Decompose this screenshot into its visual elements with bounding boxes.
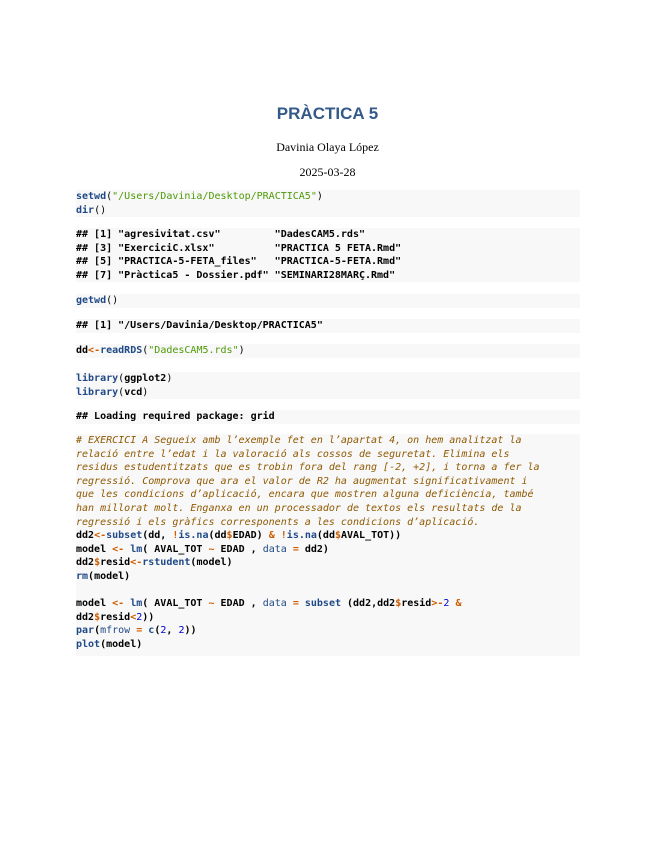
code-fn: library xyxy=(76,386,119,398)
code-line: dd2<-subset(dd, !is.na(dd$EDAD) & !is.na(dd$AVAL_TOT)) xyxy=(76,530,402,542)
page-title: PRÀCTICA 5 xyxy=(276,104,379,123)
output-line: ## [3] "ExerciciC.xlsx" "PRACTICA 5 FETA.Rmd" xyxy=(76,242,402,254)
code-block-getwd: getwd() xyxy=(76,294,580,308)
output-block-getwd xyxy=(76,319,580,333)
output-block-loading xyxy=(76,410,580,424)
code-line: dd2$resid<2)) xyxy=(76,611,155,623)
code-fn: setwd xyxy=(76,191,107,202)
output-block-dir xyxy=(76,228,580,282)
output-line: ## [1] "agresivitat.csv" "DadesCAM5.rds" xyxy=(76,229,365,240)
code-comment: residus estudentitzats que es trobin fora del rang [-2, +2], i torna a fer la xyxy=(76,462,540,474)
output-line: ## [5] "PRACTICA-5-FETA_files" "PRACTICA-5-FETA.Rmd" xyxy=(76,256,402,268)
code-arg: ggplot2 xyxy=(124,373,167,384)
output-line: ## [7] "Pràctica5 - Dossier.pdf" "SEMINARI28MARÇ.Rmd" xyxy=(76,269,396,281)
code-line: model <- lm( AVAL_TOT ~ EDAD , data = subset (dd2,dd2$resid>-2 & xyxy=(76,598,462,610)
code-line: dd2$resid<-rstudent(model) xyxy=(76,557,233,569)
code-comment: regressió i els gràfics corresponents a les condicions d’aplicació. xyxy=(76,516,480,528)
code-line: plot(model) xyxy=(76,638,143,650)
code-block-exercise xyxy=(76,434,580,656)
output-line: ## [1] "/Users/Davinia/Desktop/PRACTICA5" xyxy=(76,320,323,331)
code-block-setwd: setwd("/Users/Davinia/Desktop/PRACTICA5") dir() xyxy=(76,190,580,217)
code-comment: han millorat molt. Enganxa en un processador de textos els resultats de la xyxy=(76,502,522,514)
code-arg: vcd xyxy=(124,386,143,398)
code-line: par(mfrow = c(2, 2)) xyxy=(76,625,197,637)
code-fn: readRDS xyxy=(100,345,143,356)
code-line: rm(model) xyxy=(76,570,131,582)
code-comment: que les condicions d’aplicació, encara que mostren alguna deficiència, també xyxy=(76,489,534,501)
output-line: ## Loading required package: grid xyxy=(76,411,275,422)
code-comment: relació entre l’edat i la valoració als cossos de seguretat. Elimina els xyxy=(76,448,510,460)
code-fn: getwd xyxy=(76,295,107,306)
code-string: "/Users/Davinia/Desktop/PRACTICA5" xyxy=(112,191,317,202)
code-block-library: library(ggplot2) library(vcd) xyxy=(76,372,580,399)
code-string: "DadesCAM5.rds" xyxy=(148,345,239,356)
code-block-readrds: dd<-readRDS("DadesCAM5.rds") xyxy=(76,344,580,358)
code-line: model <- lm( AVAL_TOT ~ EDAD , data = dd2) xyxy=(76,543,329,555)
author-name: Davinia Olaya López xyxy=(276,140,379,154)
code-op: <- xyxy=(88,345,101,356)
code-comment: regressió. Comprova que ara el valor de R2 ha augmentat significativament i xyxy=(76,475,528,487)
code-comment: # EXERCICI A Segueix amb l’exemple fet en l’apartat 4, on hem analitzat la xyxy=(76,435,522,446)
code-var: dd xyxy=(76,345,89,356)
code-fn: dir xyxy=(76,204,95,216)
document-date: 2025-03-28 xyxy=(299,165,356,179)
code-fn: library xyxy=(76,373,119,384)
